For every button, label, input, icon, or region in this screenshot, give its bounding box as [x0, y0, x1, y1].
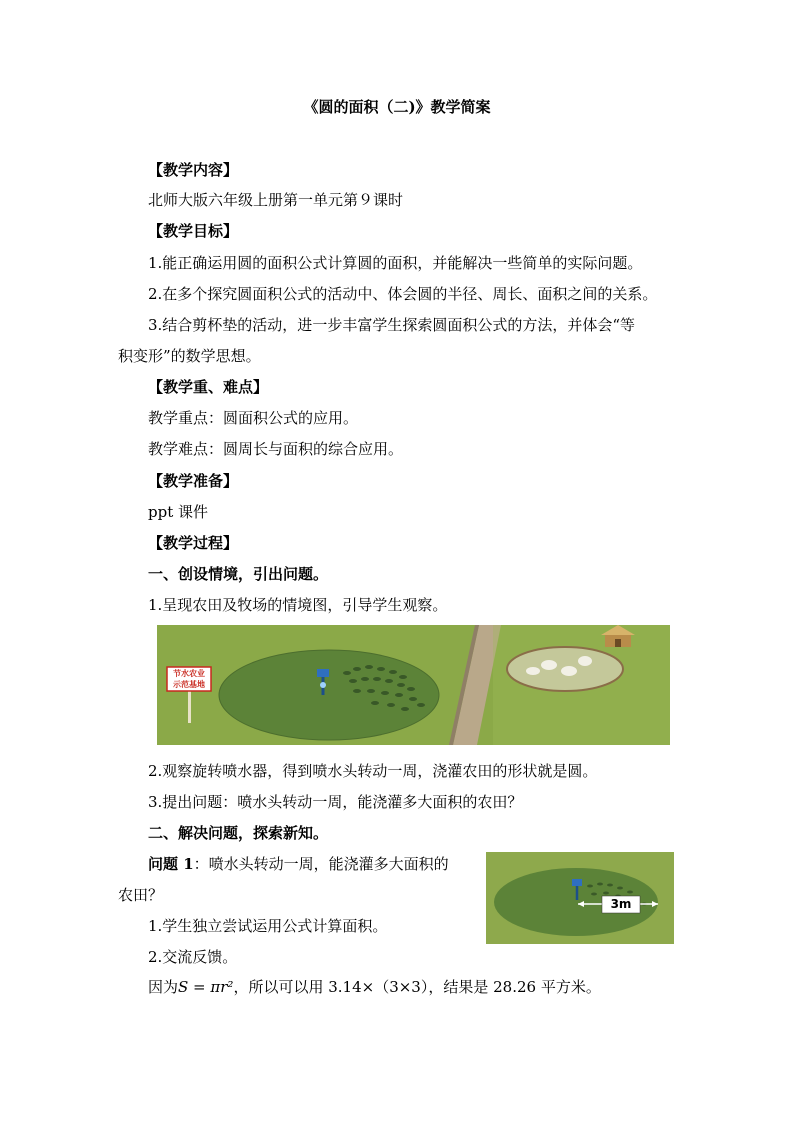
section-heading-content: 【教学内容】 — [148, 161, 239, 179]
goal-item-2: 2.在多个探究圆面积公式的活动中、体会圆的半径、周长、面积之间的关系。 — [148, 285, 658, 303]
question-1-label: 问题 1 — [148, 855, 194, 873]
section-heading-process: 【教学过程】 — [148, 534, 239, 552]
goal-item-3-line1: 3.结合剪杯垫的活动，进一步丰富学生探索圆面积公式的方法，并体会“等 — [148, 316, 635, 334]
part2-title: 二、解决问题，探索新知。 — [148, 824, 329, 842]
goal-item-3-line2: 积变形”的数学思想。 — [118, 347, 261, 365]
question-1 — [148, 854, 449, 874]
field-radius-image — [486, 852, 674, 944]
section-heading-key-points: 【教学重、难点】 — [148, 378, 269, 396]
difficult-point: 教学难点：圆周长与面积的综合应用。 — [148, 440, 404, 458]
step-2: 2.观察旋转喷水器，得到喷水头转动一周，浇灌农田的形状就是圆。 — [148, 762, 598, 780]
sub-step-1: 1.学生独立尝试运用公式计算面积。 — [148, 917, 388, 935]
sheep-pen — [507, 647, 623, 691]
sign-line-1: 节水农业 — [173, 669, 205, 678]
goal-item-1: 1.能正确运用圆的面积公式计算圆的面积，并能解决一些简单的实际问题。 — [148, 254, 643, 272]
question-1-continued: 农田？ — [118, 886, 164, 904]
section-heading-goals: 【教学目标】 — [148, 222, 239, 240]
result-text: ，所以可以用 3.14×（3×3），结果是 28.26 平方米。 — [233, 978, 601, 996]
step-3: 3.提出问题：喷水头转动一周，能浇灌多大面积的农田？ — [148, 793, 523, 811]
irrigated-field — [219, 650, 439, 740]
content-text: 北师大版六年级上册第一单元第９课时 — [148, 191, 404, 209]
result-line — [148, 977, 601, 997]
farm-scene-image — [157, 625, 670, 745]
sign-line-2: 示范基地 — [173, 680, 205, 689]
sub-step-2: 2.交流反馈。 — [148, 948, 238, 966]
sign-text — [168, 668, 210, 690]
part1-title: 一、创设情境，引出问题。 — [148, 565, 329, 583]
radius-label: 3m — [610, 897, 632, 911]
step-1: 1.呈现农田及牧场的情境图，引导学生观察。 — [148, 596, 448, 614]
field-radius-drawing — [486, 852, 674, 944]
question-1-text: ：喷水头转动一周，能浇灌多大面积的 — [193, 855, 449, 873]
area-formula: S = πr² — [178, 978, 234, 996]
page-title: 《圆的面积（二)》教学简案 — [303, 98, 491, 116]
preparation-text: ppt 课件 — [148, 503, 209, 521]
farm-scene-drawing — [157, 625, 670, 745]
result-prefix: 因为 — [148, 978, 179, 996]
key-point: 教学重点：圆面积公式的应用。 — [148, 409, 359, 427]
section-heading-preparation: 【教学准备】 — [148, 472, 239, 490]
